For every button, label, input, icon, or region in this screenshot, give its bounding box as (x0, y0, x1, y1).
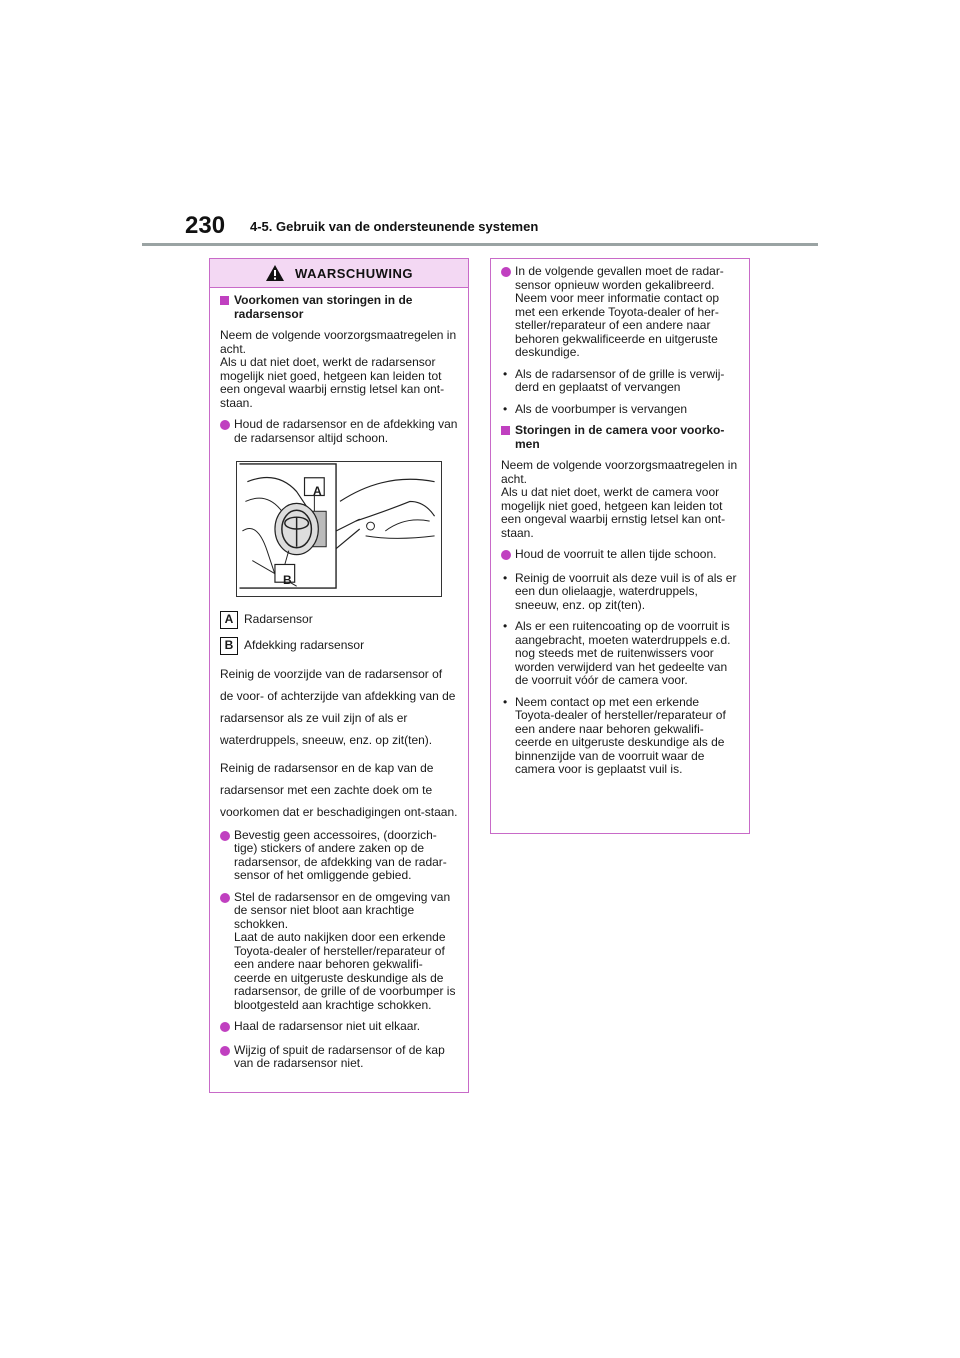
sub-bullet-text: Reinig de voorruit als deze vuil is of als er een dun olielaagje, waterdruppels, sneeuw, enz. op zit(ten). (515, 570, 737, 612)
sub-bullet-text: Als de voorbumper is vervangen (515, 401, 688, 416)
list-item-text: Houd de radarsensor en de afdekking van de radarsensor altijd schoon. (234, 417, 458, 445)
list-item (220, 1044, 458, 1071)
page-number: 230 (185, 212, 226, 239)
warning-box-right (490, 258, 750, 834)
heading-radarsensor (220, 294, 458, 321)
square-bullet-icon (220, 296, 229, 305)
list-item-text: Bevestig geen accessoires, (doorzich-tige) stickers of andere zaken op de radarsensor, de afdekking van de radar-sensor of het omliggende gebied. (234, 827, 447, 882)
paragraph: Neem de volgende voorzorgsmaatregelen in acht. Als u dat niet doet, werkt de radarsensor mogelijk niet goed, hetgeen kan leiden tot een ongeval waarbij ernstig letsel kan ont-staan. (220, 328, 457, 410)
radar-sensor-illustration (236, 461, 442, 597)
figure-label-b: B (283, 573, 292, 587)
warning-title: WAARSCHUWING (295, 265, 413, 281)
circle-bullet-icon (220, 420, 230, 430)
section-title: 4-5. Gebruik van de ondersteunende systemen (250, 219, 539, 234)
sub-bullet: • Als er een ruitencoating op de voorruit is aangebracht, moeten waterdruppels e.d. nog steeds met de ruitenwissers voor worden verwijderd van het gedeelte van de voorruit vóór de camera voor. (503, 620, 739, 688)
badge-b: B (220, 637, 238, 655)
sub-bullet-text: Neem contact op met een erkende Toyota-dealer of hersteller/reparateur of een andere naar behoren gekwalifi-ceerde en uitgeruste deskundige als de binnenzijde van de voorruit waar de camera voor is geplaatst vuil is. (515, 694, 726, 776)
paragraph: Reinig de radarsensor en de kap van de radarsensor met een zachte doek om te voorkomen dat er beschadigingen ont-staan. (220, 760, 458, 819)
header-rule (142, 243, 818, 246)
legend-a-text: Radarsensor (244, 611, 313, 626)
list-item (220, 1020, 458, 1036)
list-item (220, 418, 458, 445)
sub-bullet: • Als de voorbumper is vervangen (503, 403, 739, 417)
circle-bullet-icon (220, 1022, 230, 1032)
list-item (501, 548, 739, 564)
list-item-text: Wijzig of spuit de radarsensor of de kap van de radarsensor niet. (234, 1042, 445, 1070)
heading-text: Voorkomen van storingen in de radarsensor (234, 293, 413, 321)
sub-bullet-text: Als de radarsensor of de grille is verwij-derd en geplaatst of vervangen (515, 366, 725, 394)
warning-triangle-icon (265, 264, 285, 282)
heading-text: Storingen in de camera voor voorko-men (515, 423, 725, 451)
list-item (220, 829, 458, 883)
circle-bullet-icon (220, 1046, 230, 1056)
list-item-text: In de volgende gevallen moet de radar-sensor opnieuw worden gekalibreerd. Neem voor meer informatie contact op met een erkende Toyota-dealer of her-steller/reparateur of een andere naar behoren gekwalificeerde en uitgeruste deskundige. (515, 264, 724, 359)
badge-a: A (220, 611, 238, 629)
square-bullet-icon (501, 426, 510, 435)
sub-bullet: • Als de radarsensor of de grille is verwij-derd en geplaatst of vervangen (503, 368, 739, 395)
circle-bullet-icon (501, 550, 511, 560)
sub-bullet-text: Als er een ruitencoating op de voorruit is aangebracht, moeten waterdruppels e.d. nog steeds met de ruitenwissers voor worden verwijderd van het gedeelte van de voorruit vóór de camera voor. (515, 619, 731, 687)
warning-box-left (209, 258, 469, 1093)
list-item (220, 891, 458, 1013)
figure-label-a: A (313, 484, 322, 498)
list-item-text: Stel de radarsensor en de omgeving van de sensor niet bloot aan krachtige schokken. Laat de auto nakijken door een erkende Toyota-dealer of hersteller/reparateur of een andere naar behoren gekwalifi-ceerde en uitgeruste deskundige als de radarsensor, de grille of de voorbumper is blootgesteld aan krachtige schokken. (234, 889, 456, 1012)
legend-b-text: Afdekking radarsensor (244, 637, 365, 652)
circle-bullet-icon (220, 831, 230, 841)
list-item-text: Houd de voorruit te allen tijde schoon. (515, 547, 717, 561)
legend-a (220, 611, 458, 629)
paragraph: Neem de volgende voorzorgsmaatregelen in acht. Als u dat niet doet, werkt de camera voor mogelijk niet goed, hetgeen kan leiden tot een ongeval waarbij ernstig letsel kan ont-staan. (501, 458, 738, 540)
warning-header (210, 259, 468, 288)
sub-bullet: • Neem contact op met een erkende Toyota-dealer of hersteller/reparateur of een andere naar behoren gekwalifi-ceerde en uitgeruste deskundige als de binnenzijde van de voorruit waar de camera voor is geplaatst vuil is. (503, 696, 739, 777)
circle-bullet-icon (501, 267, 511, 277)
circle-bullet-icon (220, 893, 230, 903)
legend-b (220, 637, 458, 655)
heading-camera (501, 424, 739, 451)
sub-bullet: • Reinig de voorruit als deze vuil is of als er een dun olielaagje, waterdruppels, sneeuw, enz. op zit(ten). (503, 572, 739, 613)
list-item (501, 265, 739, 360)
list-item-text: Haal de radarsensor niet uit elkaar. (234, 1019, 421, 1033)
paragraph: Reinig de voorzijde van de radarsensor of de voor- of achterzijde van afdekking van de radarsensor als ze vuil zijn of als er waterdruppels, sneeuw, enz. op zit(ten). (220, 666, 456, 747)
